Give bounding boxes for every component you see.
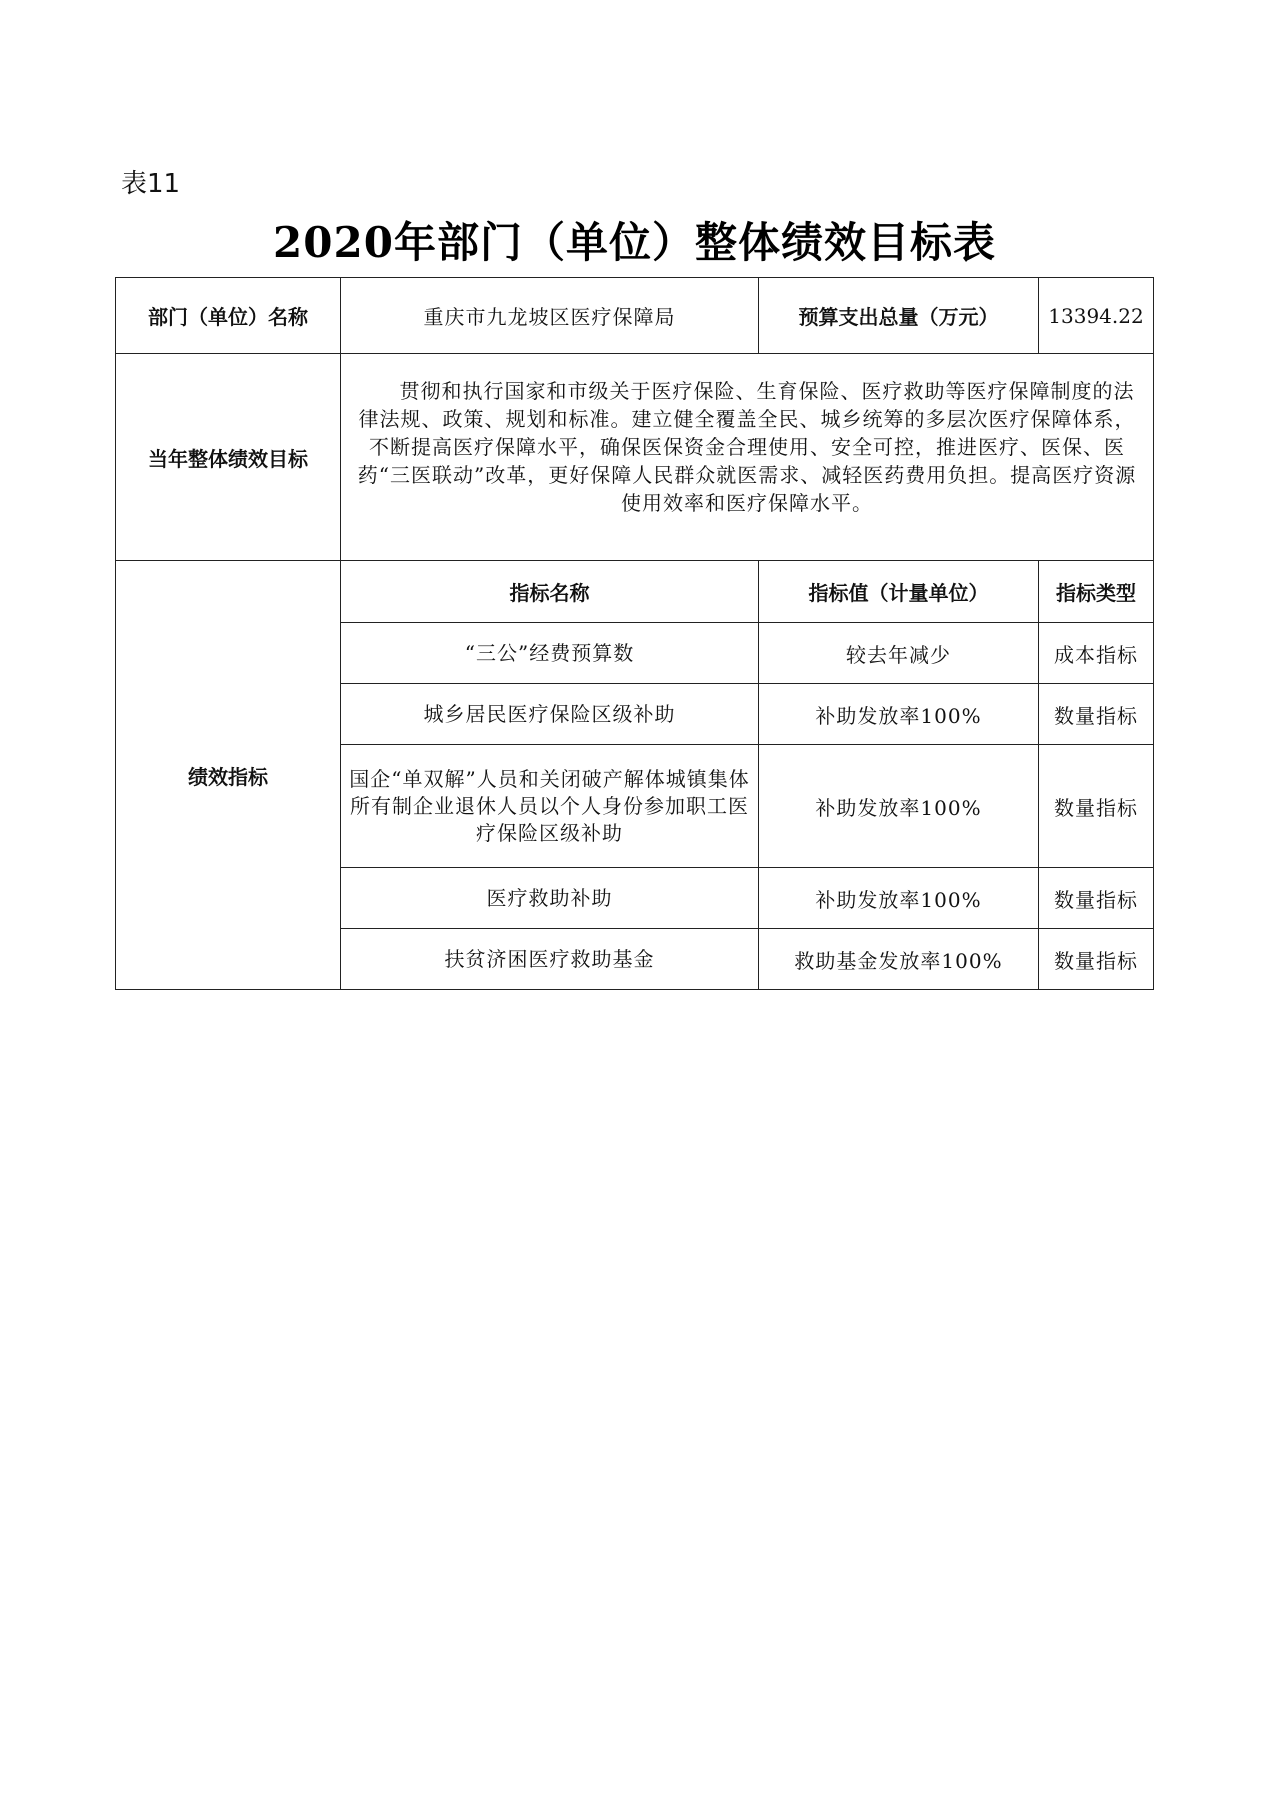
indicator-name: “三公”经费预算数 [341,623,759,684]
budget-total-value: 13394.22 [1039,278,1154,354]
indicator-value-header: 指标值（计量单位） [759,561,1039,623]
annual-goal-label: 当年整体绩效目标 [116,354,341,561]
indicator-value: 较去年减少 [759,623,1039,684]
performance-goal-table [115,277,1154,990]
indicator-name: 城乡居民医疗保险区级补助 [341,684,759,745]
page-title: 2020年部门（单位）整体绩效目标表 [273,218,996,267]
indicator-value: 救助基金发放率100% [759,929,1039,990]
indicator-value: 补助发放率100% [759,684,1039,745]
indicator-type: 成本指标 [1039,623,1154,684]
dept-name-label: 部门（单位）名称 [116,278,341,354]
indicator-name: 国企“单双解”人员和关闭破产解体城镇集体所有制企业退休人员以个人身份参加职工医疗保险区级补助 [341,745,759,868]
indicator-value: 补助发放率100% [759,868,1039,929]
goal-row [116,354,1154,561]
indicator-type-header: 指标类型 [1039,561,1154,623]
dept-name-value: 重庆市九龙坡区医疗保障局 [341,278,759,354]
indicator-header-row [116,561,1154,623]
indicator-type: 数量指标 [1039,684,1154,745]
indicator-type: 数量指标 [1039,868,1154,929]
dept-row [116,278,1154,354]
budget-total-label: 预算支出总量（万元） [759,278,1039,354]
indicator-type: 数量指标 [1039,929,1154,990]
indicators-section-label: 绩效指标 [116,561,341,990]
indicator-name-header: 指标名称 [341,561,759,623]
table-number-label: 表11 [121,169,181,199]
indicator-type: 数量指标 [1039,745,1154,868]
annual-goal-text: 贯彻和执行国家和市级关于医疗保险、生育保险、医疗救助等医疗保障制度的法律法规、政策、规划和标准。建立健全覆盖全民、城乡统筹的多层次医疗保障体系，不断提高医疗保障水平，确保医保资金合理使用、安全可控，推进医疗、医保、医药“三医联动”改革，更好保障人民群众就医需求、减轻医药费用负担。提高医疗资源使用效率和医疗保障水平。 [341,354,1154,561]
indicator-name: 扶贫济困医疗救助基金 [341,929,759,990]
indicator-value: 补助发放率100% [759,745,1039,868]
indicator-name: 医疗救助补助 [341,868,759,929]
